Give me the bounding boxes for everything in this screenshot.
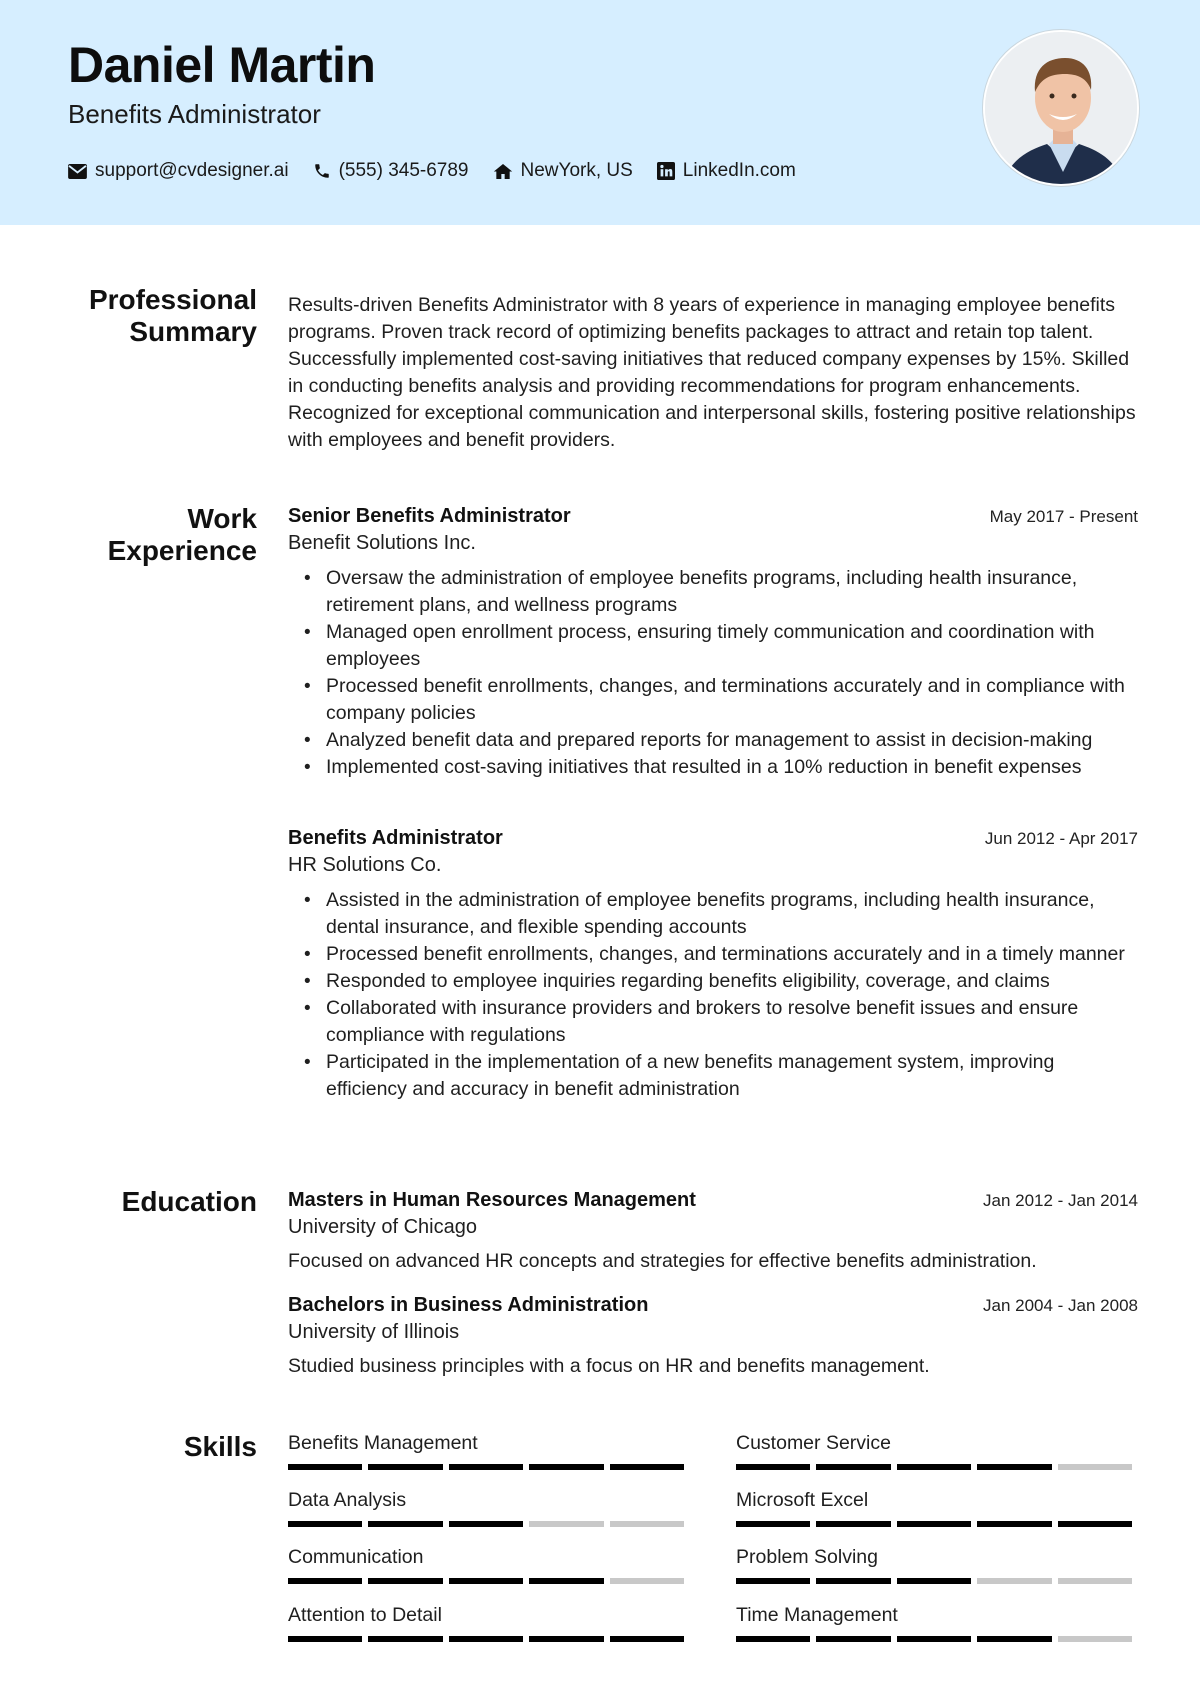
linkedin-icon [657,162,675,180]
skill-name: Benefits Management [288,1432,478,1454]
email-text: support@cvdesigner.ai [95,160,289,181]
job-bullets [288,887,1138,1103]
skill-segment-empty [610,1521,684,1527]
contact-linkedin[interactable] [657,160,796,182]
skill-level-bar [288,1578,690,1584]
skill-level-bar [736,1578,1138,1584]
skill-level-bar [288,1636,690,1642]
skill-level-bar [288,1521,690,1527]
skill-segment-filled [977,1636,1051,1642]
section-label-skills [184,1431,257,1463]
education-entry [288,1291,1138,1380]
list-item: • Responded to employee inquiries regarding benefits eligibility, coverage, and claims [288,968,1138,995]
candidate-name: Daniel Martin [68,37,376,93]
skill-name: Time Management [736,1604,898,1626]
skill-name: Problem Solving [736,1546,878,1568]
skill-segment-filled [897,1464,971,1470]
list-item: • Managed open enrollment process, ensuring timely communication and coordination with employees [288,619,1138,673]
header-banner [0,0,1200,225]
summary-label-line1: Professional [88,284,257,315]
contact-bar [68,157,820,185]
skill-segment-empty [610,1578,684,1584]
degree-description: Focused on advanced HR concepts and strategies for effective benefits administration. [288,1250,1037,1272]
skill-name: Microsoft Excel [736,1489,869,1511]
skill-name: Data Analysis [288,1489,407,1511]
list-item: • Implemented cost-saving initiatives that resulted in a 10% reduction in benefit expenses [288,754,1138,781]
job-role: Benefits Administrator [288,827,503,849]
skill-level-bar [288,1464,690,1470]
skill-segment-filled [368,1578,442,1584]
skill-segment-filled [897,1578,971,1584]
degree-date: Jan 2012 - Jan 2014 [982,1191,1138,1210]
skill-segment-filled [736,1521,810,1527]
skill-level-bar [736,1636,1138,1642]
skill-item [736,1487,1138,1527]
degree-description: Studied business principles with a focus on HR and benefits management. [288,1355,930,1377]
skill-segment-filled [368,1464,442,1470]
skill-segment-filled [288,1464,362,1470]
list-item: • Participated in the implementation of a new benefits management system, improving efficiency and accuracy in benefit administration [288,1049,1138,1103]
skill-segment-filled [897,1636,971,1642]
list-item: • Oversaw the administration of employee benefits programs, including health insurance, retirement plans, and wellness programs [288,565,1138,619]
contact-phone[interactable] [313,160,469,182]
degree-title: Bachelors in Business Administration [288,1294,649,1316]
skill-segment-filled [449,1636,523,1642]
skill-segment-filled [368,1521,442,1527]
envelope-icon [68,164,87,179]
skill-item [736,1430,1138,1470]
skill-segment-filled [977,1521,1051,1527]
section-label-summary [89,284,257,348]
contact-location [493,160,633,182]
location-text: NewYork, US [520,160,633,181]
skill-segment-filled [529,1578,603,1584]
contact-email[interactable] [68,160,289,182]
skill-segment-empty [977,1578,1051,1584]
skill-item [736,1602,1138,1642]
skill-segment-filled [736,1578,810,1584]
skill-segment-empty [1058,1636,1132,1642]
experience-label-line2: Experience [107,535,257,566]
skill-segment-filled [816,1636,890,1642]
school-name: University of Chicago [288,1216,477,1238]
job-company: HR Solutions Co. [288,854,442,876]
skill-segment-empty [529,1521,603,1527]
list-item: • Processed benefit enrollments, changes, and terminations accurately and in compliance with company policies [288,673,1138,727]
skill-segment-filled [897,1521,971,1527]
education-label: Education [121,1186,257,1217]
skill-segment-filled [449,1464,523,1470]
list-item: • Assisted in the administration of employee benefits programs, including health insurance, dental insurance, and flexible spending accounts [288,887,1138,941]
skill-segment-filled [736,1636,810,1642]
list-item: • Processed benefit enrollments, changes, and terminations accurately and in a timely manner [288,941,1138,968]
skill-segment-filled [610,1464,684,1470]
phone-text: (555) 345-6789 [338,160,469,181]
job-entry [288,502,1138,781]
summary-text: Results-driven Benefits Administrator with 8 years of experience in managing employee benefits programs. Proven track record of optimizing benefits packages to attract and retain top talent. Successfully implemented cost-saving initiatives that reduced company expenses by 15%. Skilled in conducting benefits analysis and providing recommendations for program enhancements. Recognized for exceptional communication and interpersonal skills, fostering positive relationships with employees and benefit providers. [288,294,1136,451]
skill-name: Customer Service [736,1432,891,1454]
job-date: Jun 2012 - Apr 2017 [984,829,1138,848]
skill-level-bar [736,1521,1138,1527]
linkedin-text: LinkedIn.com [682,160,796,181]
skill-item [288,1430,690,1470]
profile-photo [983,30,1139,186]
skill-level-bar [736,1464,1138,1470]
skill-segment-filled [816,1578,890,1584]
skill-segment-filled [449,1578,523,1584]
skill-item [736,1544,1138,1584]
skill-segment-empty [1058,1464,1132,1470]
skill-segment-filled [816,1521,890,1527]
job-bullets [288,565,1138,781]
skill-segment-empty [1058,1578,1132,1584]
degree-date: Jan 2004 - Jan 2008 [982,1296,1138,1315]
skill-name: Communication [288,1546,424,1568]
skill-segment-filled [288,1578,362,1584]
skill-segment-filled [529,1464,603,1470]
skill-segment-filled [368,1636,442,1642]
skill-segment-filled [736,1464,810,1470]
job-title: Benefits Administrator [68,99,321,129]
degree-title: Masters in Human Resources Management [288,1189,696,1211]
summary-label-line2: Summary [129,316,257,347]
home-icon [493,163,513,180]
skills-label: Skills [183,1431,257,1462]
list-item: • Analyzed benefit data and prepared reports for management to assist in decision-making [288,727,1138,754]
skill-segment-filled [288,1521,362,1527]
job-entry [288,824,1138,1103]
skill-segment-filled [1058,1521,1132,1527]
education-entry [288,1186,1138,1275]
job-date: May 2017 - Present [989,507,1138,526]
skill-segment-filled [816,1464,890,1470]
summary-section [288,292,1138,454]
skill-name: Attention to Detail [288,1604,442,1626]
skill-segment-filled [529,1636,603,1642]
skill-segment-filled [288,1636,362,1642]
phone-icon [313,162,331,180]
experience-label-line1: Work [187,503,257,534]
skill-item [288,1544,690,1584]
skill-segment-filled [449,1521,523,1527]
skill-segment-filled [610,1636,684,1642]
job-role: Senior Benefits Administrator [288,505,571,527]
section-label-education [122,1186,257,1218]
job-company: Benefit Solutions Inc. [288,532,476,554]
section-label-experience [108,503,257,567]
skill-segment-filled [977,1464,1051,1470]
school-name: University of Illinois [288,1321,460,1343]
skill-item [288,1487,690,1527]
list-item: • Collaborated with insurance providers and brokers to resolve benefit issues and ensure compliance with regulations [288,995,1138,1049]
skill-item [288,1602,690,1642]
